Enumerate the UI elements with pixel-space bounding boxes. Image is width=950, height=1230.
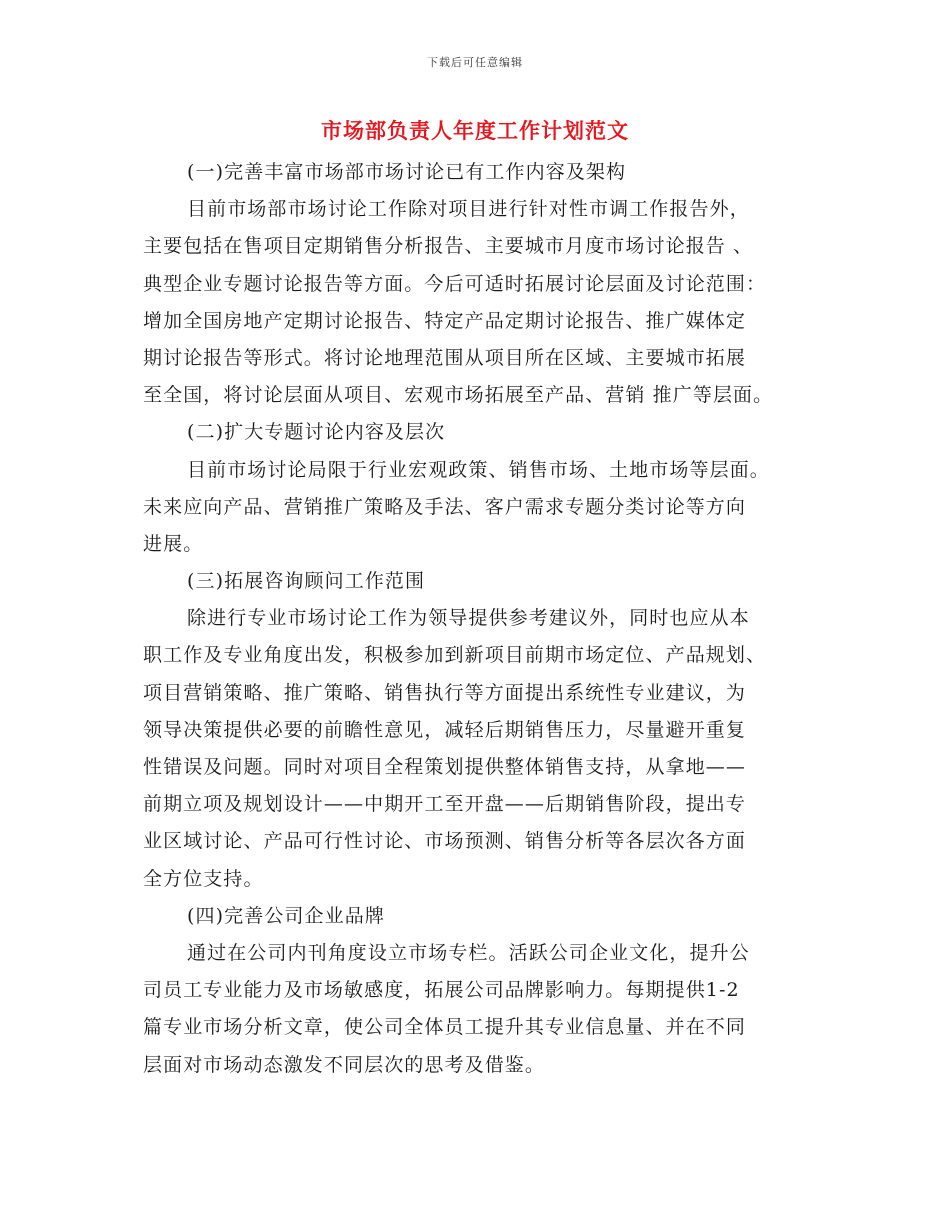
paragraph-line: 领导决策提供必要的前瞻性意见，减轻后期销售压力，尽量避开重复	[143, 718, 747, 741]
paragraph-line: 增加全国房地产定期讨论报告、特定产品定期讨论报告、推广媒体定	[143, 309, 747, 332]
paragraph-line: 司员工专业能力及市场敏感度，拓展公司品牌影响力。每期提供1-2	[143, 979, 740, 1002]
paragraph-line: 目前市场讨论局限于行业宏观政策、销售市场、土地市场等层面。	[187, 458, 770, 481]
section-heading-2: (二)扩大专题讨论内容及层次	[187, 421, 446, 444]
paragraph-line: 未来应向产品、营销推广策略及手法、客户需求专题分类讨论等方向	[143, 495, 747, 518]
paragraph-line: 前期立项及规划设计——中期开工至开盘——后期销售阶段，提出专	[143, 793, 747, 816]
paragraph-line: 进展。	[143, 532, 204, 555]
paragraph-line: 至全国，将讨论层面从项目、宏观市场拓展至产品、营销 推广等层面。	[143, 384, 774, 407]
section-heading-3: (三)拓展咨询顾问工作范围	[187, 570, 426, 593]
paragraph-line: 篇专业市场分析文章，使公司全体员工提升其专业信息量、并在不同	[143, 1016, 747, 1039]
paragraph-line: 通过在公司内刊角度设立市场专栏。活跃公司企业文化，提升公	[187, 941, 750, 964]
paragraph-line: 性错误及问题。同时对项目全程策划提供整体销售支持，从拿地——	[143, 756, 747, 778]
paragraph-line: 除进行专业市场讨论工作为领导提供参考建议外，同时也应从本	[187, 607, 750, 630]
paragraph-line: 典型企业专题讨论报告等方面。今后可适时拓展讨论层面及讨论范围：	[143, 272, 767, 295]
section-heading-1: (一)完善丰富市场部市场讨论已有工作内容及架构	[187, 161, 627, 183]
paragraph-line: 期讨论报告等形式。将讨论地理范围从项目所在区域、主要城市拓展	[143, 346, 747, 369]
document-body	[143, 154, 823, 1084]
paragraph-line: 层面对市场动态激发不同层次的思考及借鉴。	[143, 1053, 546, 1076]
paragraph-line: 职工作及专业角度出发，积极参加到新项目前期市场定位、产品规划、	[143, 644, 767, 667]
section-heading-4: (四)完善公司企业品牌	[187, 904, 385, 927]
paragraph-line: 主要包括在售项目定期销售分析报告、主要城市月度市场讨论报告 、	[143, 235, 754, 258]
paragraph-line: 目前市场部市场讨论工作除对项目进行针对性市调工作报告外，	[187, 198, 750, 221]
paragraph-line: 项目营销策略、推广策略、销售执行等方面提出系统性专业建议，为	[143, 681, 747, 704]
paragraph-line: 全方位支持。	[143, 867, 264, 890]
document-title: 市场部负责人年度工作计划范文	[321, 118, 629, 143]
paragraph-line: 业区域讨论、产品可行性讨论、市场预测、销售分析等各层次各方面	[143, 830, 747, 853]
page-header-note: 下载后可任意编辑	[427, 56, 523, 69]
